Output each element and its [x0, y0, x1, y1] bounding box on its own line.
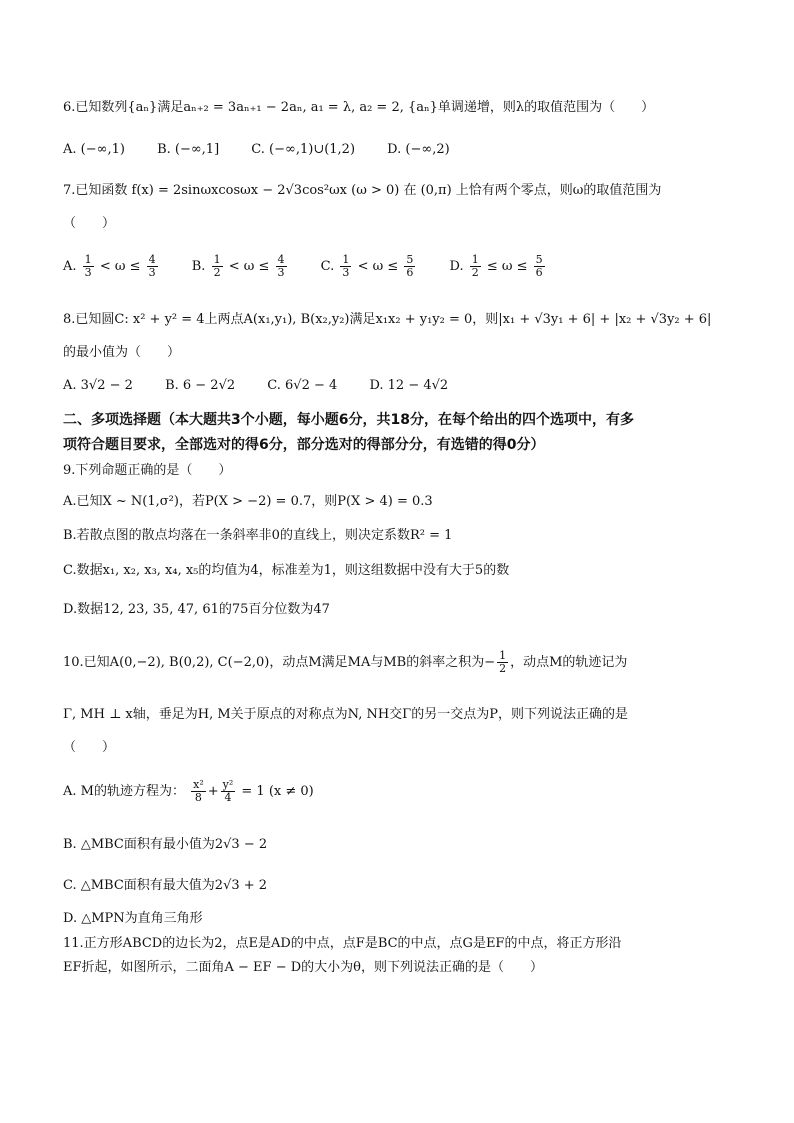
question-6-options: [63, 140, 478, 160]
denominator: 3: [148, 266, 156, 279]
question-10-paren: （ ）: [63, 740, 116, 755]
question-7-paren: （ ）: [63, 216, 116, 231]
option-d: [450, 252, 547, 282]
fraction: [497, 650, 508, 675]
option-c: C.数据x₁, x₂, x₃, x₄, x₅的均值为4，标准差为1，则这组数据中没有大于5的数: [63, 563, 510, 578]
relation: < ω ≤: [357, 259, 399, 274]
option-c: C. (−∞,1)∪(1,2): [251, 142, 356, 157]
question-7-stem: 7.已知函数 f(x) = 2sinωxcosωx − 2√3cos²ωx (ω > 0) 在 (0,π) 上恰有两个零点，则ω的取值范围为: [63, 183, 662, 198]
option-b: B. 6 − 2√2: [165, 378, 236, 393]
fraction: [212, 254, 223, 279]
option-a: [63, 252, 160, 282]
section-heading: 二、多项选择题（本大题共3个小题，每小题6分，共18分，在每个给出的四个选项中，有多: [63, 412, 634, 428]
denominator: 6: [535, 266, 543, 279]
option-b: B. △MBC面积有最小值为2√3 − 2: [63, 837, 268, 852]
denominator: 8: [194, 791, 202, 804]
denominator: 3: [84, 266, 92, 279]
numerator: 1: [213, 253, 221, 266]
option-d: D. △MPN为直角三角形: [63, 911, 203, 926]
question-10-stem: [63, 646, 627, 680]
option-a: A.已知X ~ N(1,σ²)，若P(X > −2) = 0.7，则P(X > 4) = 0.3: [63, 494, 433, 509]
fraction: [470, 254, 481, 279]
numerator: 1: [499, 649, 507, 662]
option-label: A.: [63, 259, 77, 274]
option-b: [192, 252, 289, 282]
question-7-options: [63, 252, 575, 282]
option-c: [321, 252, 418, 282]
relation: < ω ≤: [228, 259, 270, 274]
denominator: 4: [224, 791, 232, 804]
fraction: [404, 254, 415, 279]
stem-text: ，动点M的轨迹记为: [510, 655, 628, 670]
denominator: 2: [213, 266, 221, 279]
question-8-options: [63, 376, 476, 396]
fraction: [221, 779, 236, 804]
question-9-stem: 9.下列命题正确的是（ ）: [63, 463, 232, 478]
option-label: D.: [449, 259, 464, 274]
numerator: 1: [84, 253, 92, 266]
question-11-stem-cont: EF折起，如图所示，二面角A − EF − D的大小为θ，则下列说法正确的是（ ）: [63, 960, 543, 975]
numerator: x²: [193, 778, 204, 791]
option-label: C.: [320, 259, 335, 274]
denominator: 6: [406, 266, 414, 279]
denominator: 3: [277, 266, 285, 279]
option-d: D.数据12, 23, 35, 47, 61的75百分位数为47: [63, 602, 330, 617]
numerator: 5: [535, 253, 543, 266]
option-b: B.若散点图的散点均落在一条斜率非0的直线上，则决定系数R² = 1: [63, 528, 453, 543]
numerator: 4: [148, 253, 156, 266]
fraction: [83, 254, 94, 279]
numerator: 1: [342, 253, 350, 266]
section-heading-cont: 项符合题目要求，全部选对的得6分，部分选对的得部分分，有选错的得0分）: [63, 437, 545, 453]
relation: < ω ≤: [99, 259, 141, 274]
question-11-stem: 11.正方形ABCD的边长为2，点E是AD的中点，点F是BC的中点，点G是EF的中点，将正方形沿: [63, 936, 622, 951]
fraction: [147, 254, 158, 279]
denominator: 2: [471, 266, 479, 279]
option-a: A. 3√2 − 2: [63, 378, 133, 393]
fraction: [191, 779, 206, 804]
question-10-stem-cont: Γ, MH ⊥ x轴，垂足为H, M关于原点的对称点为N, NH交Γ的另一交点为P，则下列说法正确的是: [63, 707, 628, 722]
fraction: [340, 254, 351, 279]
option-c: C. △MBC面积有最大值为2√3 + 2: [63, 878, 268, 893]
option-text: A. M的轨迹方程为：: [63, 784, 185, 799]
option-d: D. 12 − 4√2: [369, 378, 449, 393]
relation: ≤ ω ≤: [486, 259, 528, 274]
fraction: [534, 254, 545, 279]
fraction: [276, 254, 287, 279]
option-d: D. (−∞,2): [387, 142, 450, 157]
question-6-stem: 6.已知数列{aₙ}满足aₙ₊₂ = 3aₙ₊₁ − 2aₙ, a₁ = λ, a₂ = 2, {aₙ}单调递增，则λ的取值范围为（ ）: [63, 100, 655, 115]
option-a: A. M的轨迹方程为： $\frac{\text{x²}}{8}$ + $\frac{\text{y²}}{4}$ = 1 (x ≠ 0): [63, 778, 314, 804]
option-label: B.: [191, 259, 206, 274]
question-8-stem: 8.已知圆C: x² + y² = 4上两点A(x₁,y₁), B(x₂,y₂)满足x₁x₂ + y₁y₂ = 0，则|x₁ + √3y₁ + 6| + |x₂ + √3y₂ + 6|: [63, 312, 712, 327]
option-text: = 1 (x ≠ 0): [241, 784, 314, 799]
numerator: y²: [222, 778, 234, 791]
question-8-stem-cont: 的最小值为（ ）: [63, 345, 181, 360]
denominator: 3: [342, 266, 350, 279]
numerator: 1: [471, 253, 479, 266]
option-b: B. (−∞,1]: [157, 142, 220, 157]
option-a: A. (−∞,1): [63, 142, 125, 157]
numerator: 4: [277, 253, 285, 266]
numerator: 5: [406, 253, 414, 266]
option-c: C. 6√2 − 4: [267, 378, 338, 393]
denominator: 2: [499, 662, 507, 675]
stem-text: 10.已知A(0,−2), B(0,2), C(−2,0)，动点M满足MA与MB的斜率之积为−: [63, 655, 496, 670]
